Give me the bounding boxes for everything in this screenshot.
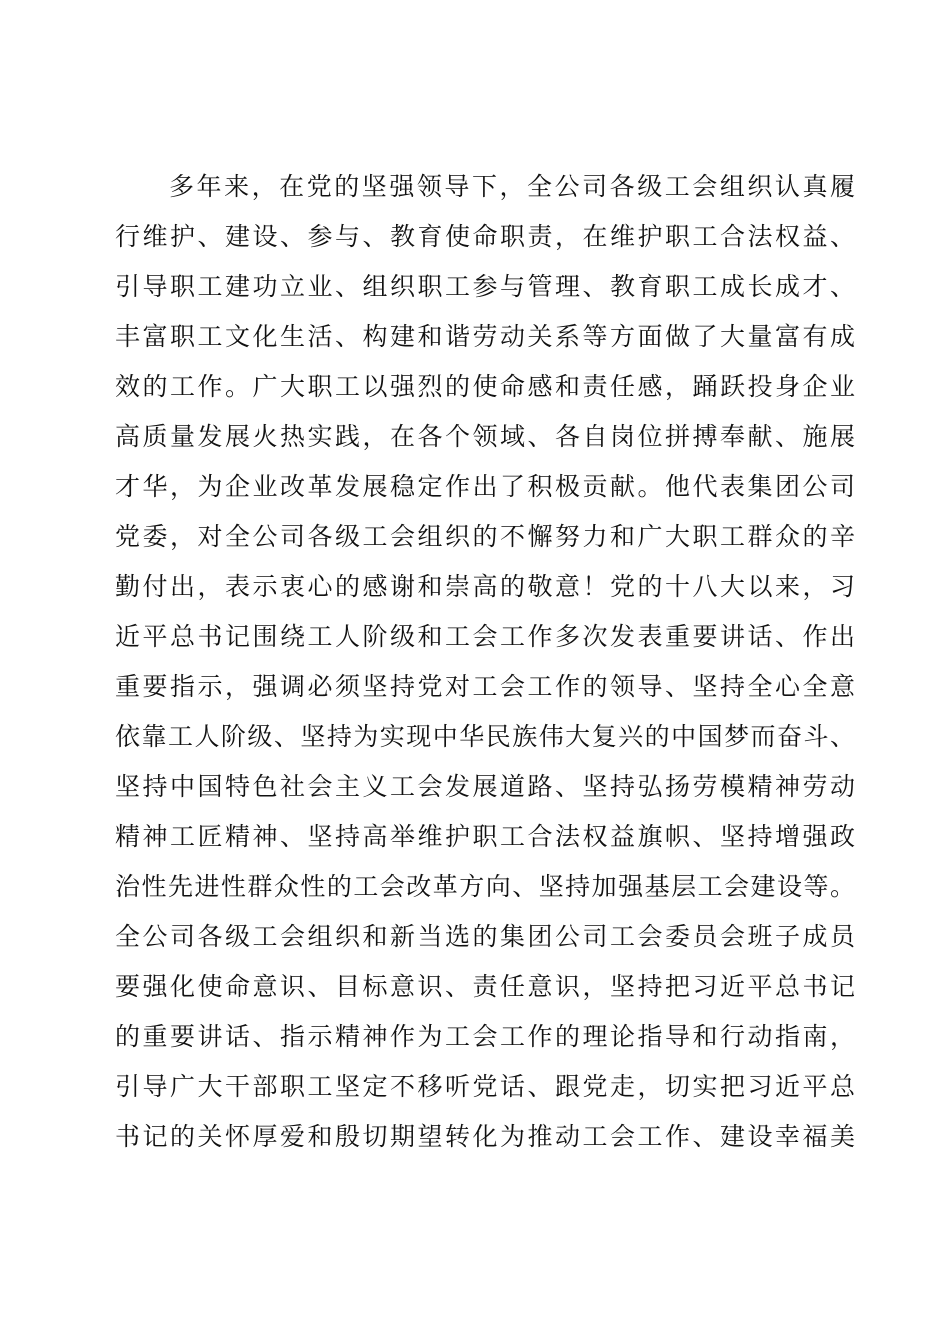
paragraph-line: 近平总书记围绕工人阶级和工会工作多次发表重要讲话、作出 (115, 622, 855, 651)
paragraph-line: 精神工匠精神、坚持高举维护职工合法权益旗帜、坚持增强政 (115, 822, 855, 851)
body-paragraph (115, 162, 855, 1162)
paragraph-line: 全公司各级工会组织和新当选的集团公司工会委员会班子成员 (115, 922, 855, 951)
paragraph-line: 党委，对全公司各级工会组织的不懈努力和广大职工群众的辛 (115, 522, 855, 551)
paragraph-line: 勤付出，表示衷心的感谢和崇高的敬意！党的十八大以来，习 (115, 572, 855, 601)
paragraph-line: 才华，为企业改革发展稳定作出了积极贡献。他代表集团公司 (115, 472, 855, 501)
paragraph-line: 行维护、建设、参与、教育使命职责，在维护职工合法权益、 (115, 222, 855, 251)
paragraph-line: 坚持中国特色社会主义工会发展道路、坚持弘扬劳模精神劳动 (115, 772, 855, 801)
paragraph-line: 书记的关怀厚爱和殷切期望转化为推动工会工作、建设幸福美 (115, 1122, 855, 1151)
paragraph-line: 引导职工建功立业、组织职工参与管理、教育职工成长成才、 (115, 272, 855, 301)
paragraph-line: 重要指示，强调必须坚持党对工会工作的领导、坚持全心全意 (115, 672, 855, 701)
paragraph-line: 依靠工人阶级、坚持为实现中华民族伟大复兴的中国梦而奋斗、 (115, 722, 855, 751)
paragraph-line: 效的工作。广大职工以强烈的使命感和责任感，踊跃投身企业 (115, 372, 855, 401)
paragraph-line: 丰富职工文化生活、构建和谐劳动关系等方面做了大量富有成 (115, 322, 855, 351)
paragraph-line: 要强化使命意识、目标意识、责任意识，坚持把习近平总书记 (115, 972, 855, 1001)
paragraph-line: 引导广大干部职工坚定不移听党话、跟党走，切实把习近平总 (115, 1072, 855, 1101)
paragraph-line: 的重要讲话、指示精神作为工会工作的理论指导和行动指南， (115, 1022, 855, 1051)
paragraph-line: 多年来，在党的坚强领导下，全公司各级工会组织认真履 (169, 172, 855, 201)
paragraph-line: 治性先进性群众性的工会改革方向、坚持加强基层工会建设等。 (115, 872, 855, 901)
paragraph-line: 高质量发展火热实践，在各个领域、各自岗位拼搏奉献、施展 (115, 422, 855, 451)
